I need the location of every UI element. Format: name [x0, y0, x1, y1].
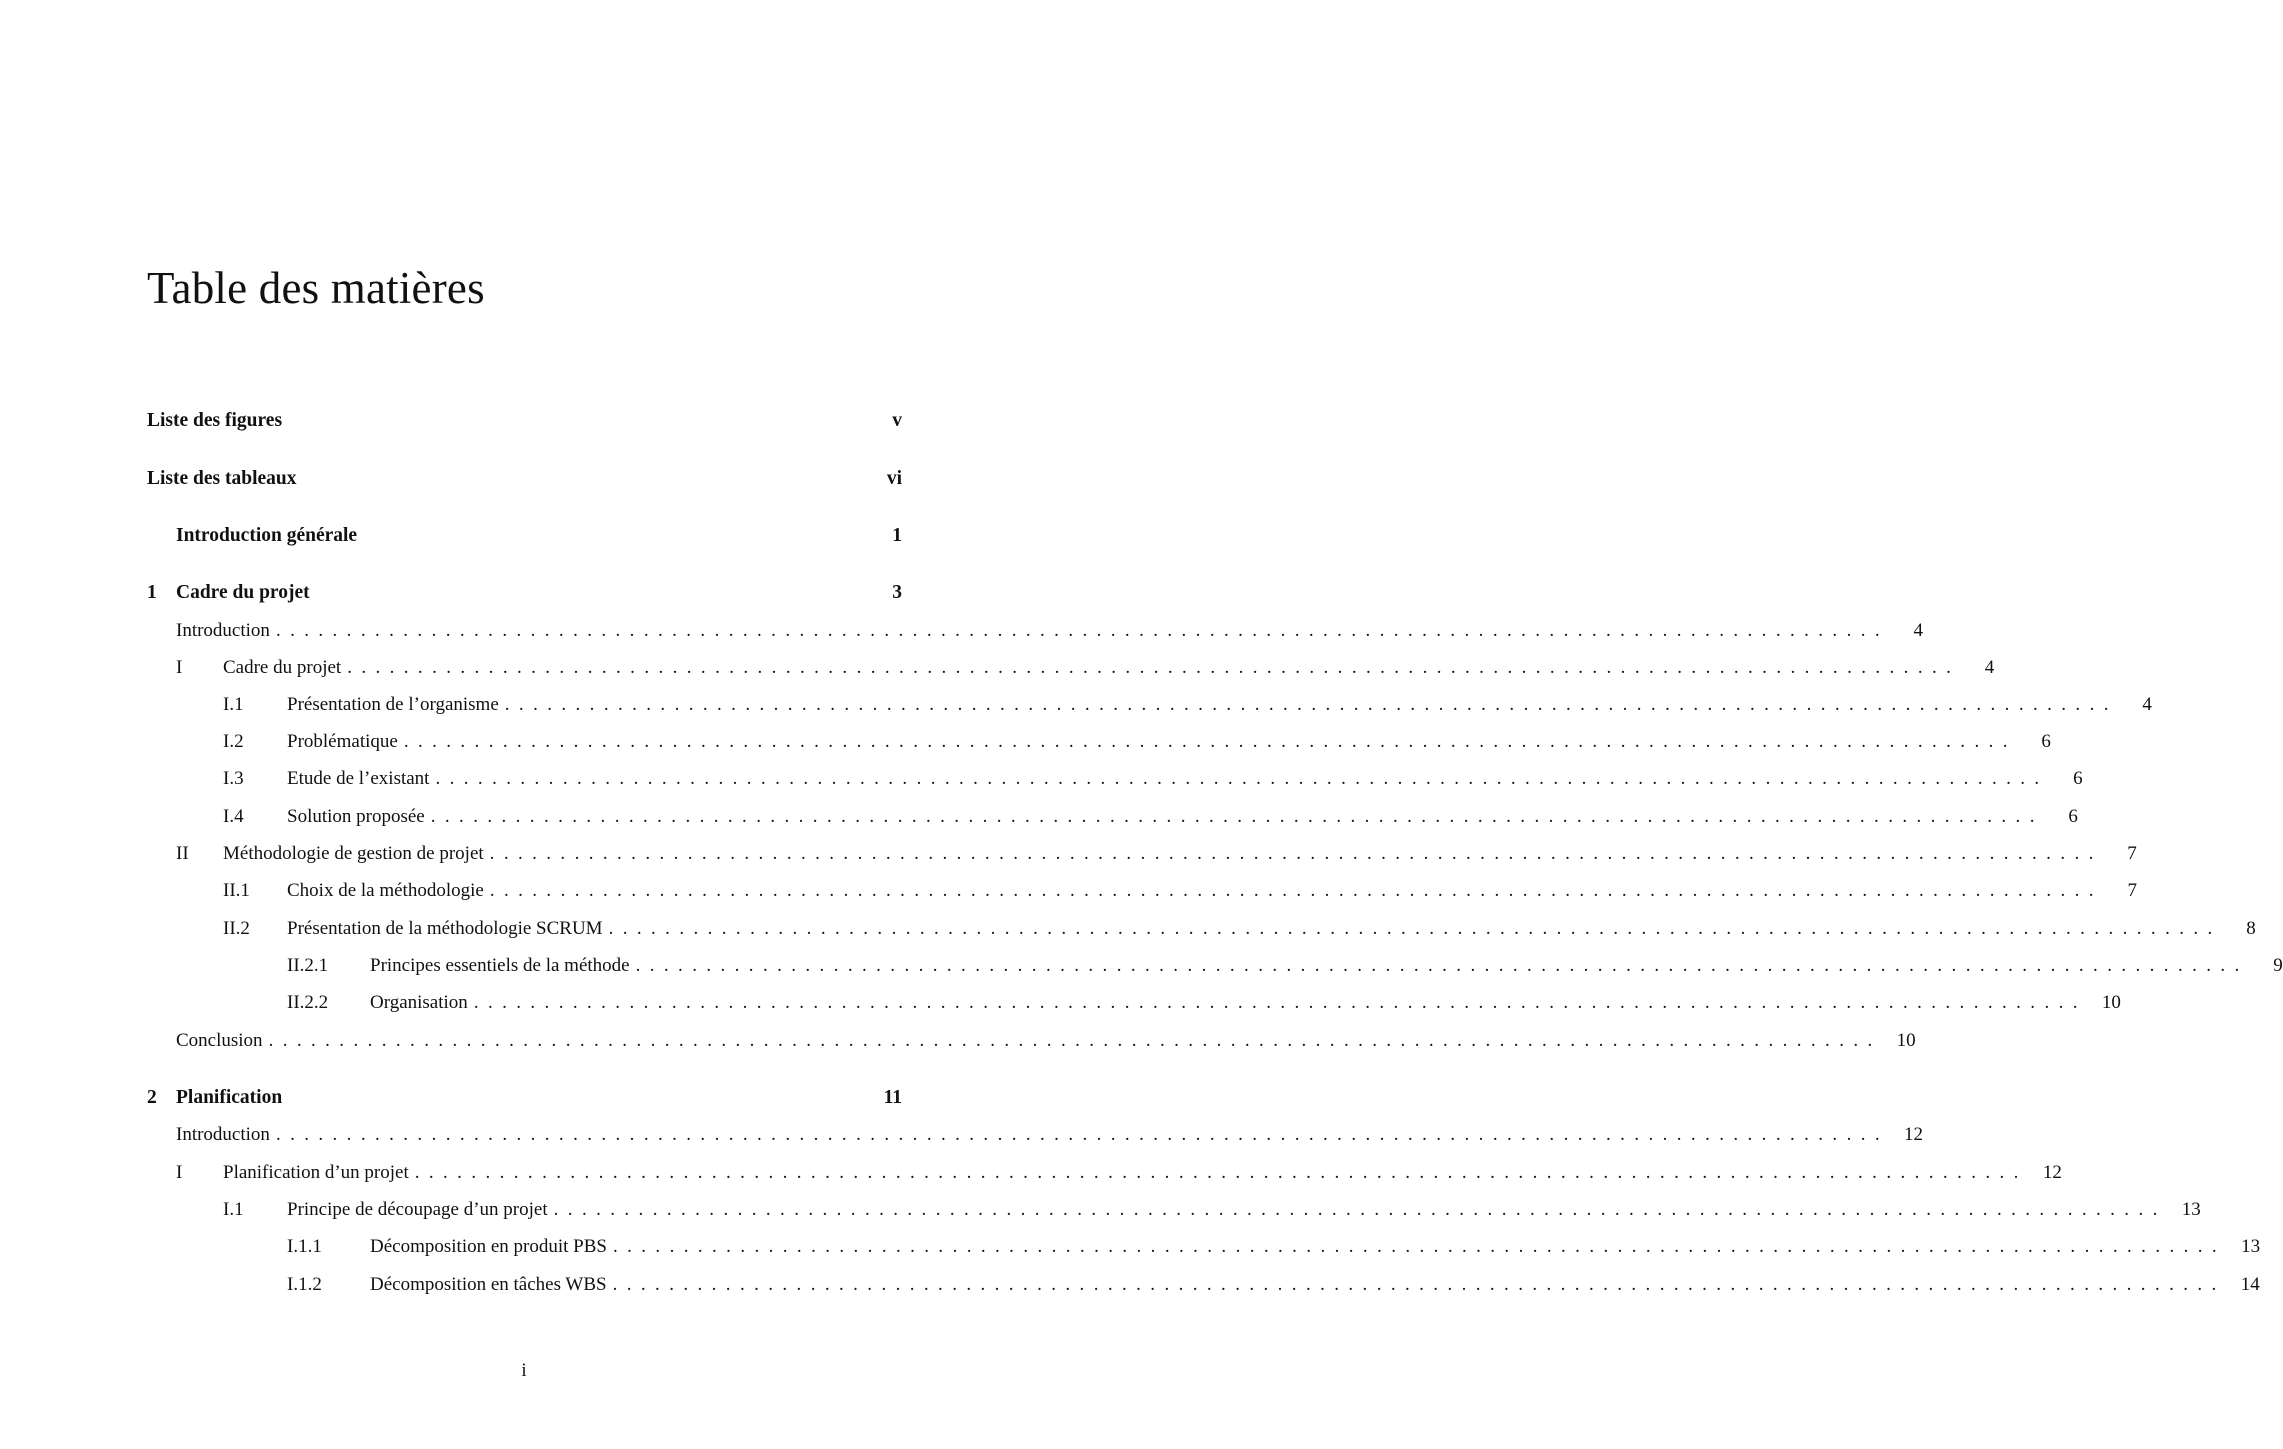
- toc-dot-leader: ..................................................................................................................: [504, 694, 2118, 715]
- toc-entry-number: I.1: [223, 1199, 244, 1220]
- toc-entry-page: 6: [2073, 768, 2083, 789]
- toc-dot-leader: ..................................................................................................................: [612, 1236, 2227, 1257]
- toc-entry-label: Introduction générale: [176, 525, 358, 546]
- toc-entry-label: Organisation: [370, 992, 468, 1013]
- toc-entry-number: II: [176, 843, 189, 864]
- toc-entry-label: Conclusion: [176, 1030, 263, 1051]
- toc-entry-page: 3: [892, 582, 902, 603]
- toc-entry-number: II.1: [223, 880, 250, 901]
- toc-entry-number: I.2: [223, 731, 244, 752]
- toc-entry-label: Décomposition en produit PBS: [370, 1236, 607, 1257]
- toc-entry-section-I[interactable]: [147, 657, 1995, 685]
- toc-dot-leader: ..................................................................................................................: [489, 880, 2103, 901]
- toc-entry-label: Cadre du projet: [176, 582, 310, 603]
- toc-entry-page: 6: [2068, 806, 2078, 827]
- toc-entry-label: Problématique: [287, 731, 398, 752]
- toc-entry-section-I-3[interactable]: [147, 768, 2083, 796]
- toc-entry-section-2-I[interactable]: [147, 1162, 2062, 1190]
- toc-entry-page: 14: [2240, 1274, 2260, 1295]
- toc-entry-page: 13: [2241, 1236, 2261, 1257]
- page-number: i: [521, 1360, 527, 1381]
- toc-entry-section-I-4[interactable]: [147, 806, 2078, 834]
- toc-entry-label: Planification: [176, 1087, 283, 1108]
- toc-entry-label: Choix de la méthodologie: [287, 880, 484, 901]
- toc-dot-leader: ..................................................................................................................: [275, 620, 1890, 641]
- toc-entry-introduction-2[interactable]: [147, 1124, 1924, 1152]
- toc-entry-page: 12: [2042, 1162, 2062, 1183]
- toc-entry-number: 2: [147, 1087, 157, 1108]
- toc-entry-page: 8: [2246, 918, 2256, 939]
- toc-entry-chapter-2[interactable]: [147, 1087, 902, 1115]
- toc-dot-leader: ..................................................................................................................: [275, 1124, 1890, 1145]
- toc-entry-number: I.1.1: [287, 1236, 322, 1257]
- toc-dot-leader: ..................................................................................................................: [347, 657, 1961, 678]
- toc-entry-label: Principes essentiels de la méthode: [370, 955, 630, 976]
- toc-entry-section-2-I-1-2[interactable]: [147, 1274, 2260, 1302]
- toc-entry-number: I.1: [223, 694, 244, 715]
- toc-entry-page: 1: [892, 525, 902, 546]
- toc-entry-label: Cadre du projet: [223, 657, 342, 678]
- toc-dot-leader: ..................................................................................................................: [489, 843, 2103, 864]
- toc-entry-page: 12: [1904, 1124, 1924, 1145]
- toc-entry-page: 10: [1896, 1030, 1916, 1051]
- toc-entry-page: 9: [2273, 955, 2283, 976]
- toc-dot-leader: ..................................................................................................................: [553, 1199, 2167, 1220]
- toc-dot-leader: ..................................................................................................................: [612, 1274, 2226, 1295]
- toc-entry-number: I.1.2: [287, 1274, 322, 1295]
- toc-entry-number: II.2.2: [287, 992, 329, 1013]
- toc-dot-leader: ..................................................................................................................: [414, 1162, 2028, 1183]
- toc-entry-page: 10: [2101, 992, 2121, 1013]
- toc-entry-section-II-2-1[interactable]: [147, 955, 2283, 983]
- toc-entry-number: I.4: [223, 806, 244, 827]
- toc-entry-label: Introduction: [176, 620, 270, 641]
- toc-entry-label: Etude de l’existant: [287, 768, 430, 789]
- toc-entry-number: I.3: [223, 768, 244, 789]
- toc-entry-page: 4: [2142, 694, 2152, 715]
- toc-entry-list-of-figures[interactable]: [147, 410, 902, 438]
- toc-entry-label: Principe de découpage d’un projet: [287, 1199, 548, 1220]
- toc-entry-label: Solution proposée: [287, 806, 425, 827]
- toc-entry-section-II[interactable]: [147, 843, 2137, 871]
- toc-entry-section-I-2[interactable]: [147, 731, 2051, 759]
- toc-entry-section-2-I-1[interactable]: [147, 1199, 2201, 1227]
- toc-dot-leader: ..................................................................................................................: [608, 918, 2222, 939]
- toc-entry-introduction[interactable]: [147, 620, 1924, 648]
- toc-entry-section-II-2-2[interactable]: [147, 992, 2121, 1020]
- toc-entry-page: 4: [1984, 657, 1995, 678]
- toc-dot-leader: ..................................................................................................................: [635, 955, 2249, 976]
- toc-entry-page: 7: [2127, 880, 2137, 901]
- toc-entry-section-I-1[interactable]: [147, 694, 2152, 722]
- toc-entry-chapter-1[interactable]: [147, 582, 902, 610]
- toc-entry-section-II-1[interactable]: [147, 880, 2137, 908]
- toc-entry-number: II.2.1: [287, 955, 329, 976]
- toc-entry-label: Introduction: [176, 1124, 270, 1145]
- toc-entry-label: Présentation de la méthodologie SCRUM: [287, 918, 603, 939]
- toc-entry-list-of-tables[interactable]: [147, 468, 902, 496]
- toc-dot-leader: ..................................................................................................................: [473, 992, 2087, 1013]
- toc-entry-label: Décomposition en tâches WBS: [370, 1274, 607, 1295]
- toc-dot-leader: ..................................................................................................................: [268, 1030, 1882, 1051]
- toc-entry-label: Liste des tableaux: [147, 468, 297, 489]
- toc-entry-page: 13: [2181, 1199, 2201, 1220]
- toc-entry-page: v: [892, 410, 902, 431]
- toc-entry-page: 11: [883, 1087, 902, 1108]
- toc-entry-section-II-2[interactable]: [147, 918, 2256, 946]
- toc-entry-number: I: [176, 657, 183, 678]
- toc-entry-page: 6: [2041, 731, 2051, 752]
- page-title: Table des matières: [147, 263, 485, 313]
- toc-entry-number: I: [176, 1162, 183, 1183]
- toc-entry-general-introduction[interactable]: [147, 525, 902, 553]
- toc-entry-section-2-I-1-1[interactable]: [147, 1236, 2261, 1264]
- toc-entry-page: 7: [2127, 843, 2137, 864]
- toc-entry-conclusion[interactable]: [147, 1030, 1916, 1058]
- toc-dot-leader: ..................................................................................................................: [403, 731, 2017, 752]
- toc-dot-leader: ..................................................................................................................: [430, 806, 2044, 827]
- toc-entry-number: 1: [147, 582, 157, 603]
- toc-entry-label: Présentation de l’organisme: [287, 694, 499, 715]
- toc-dot-leader: ..................................................................................................................: [435, 768, 2049, 789]
- toc-entry-label: Méthodologie de gestion de projet: [223, 843, 484, 864]
- toc-entry-label: Liste des figures: [147, 410, 283, 431]
- toc-entry-page: vi: [886, 468, 902, 489]
- toc-entry-label: Planification d’un projet: [223, 1162, 409, 1183]
- toc-entry-page: 4: [1913, 620, 1924, 641]
- toc-entry-number: II.2: [223, 918, 250, 939]
